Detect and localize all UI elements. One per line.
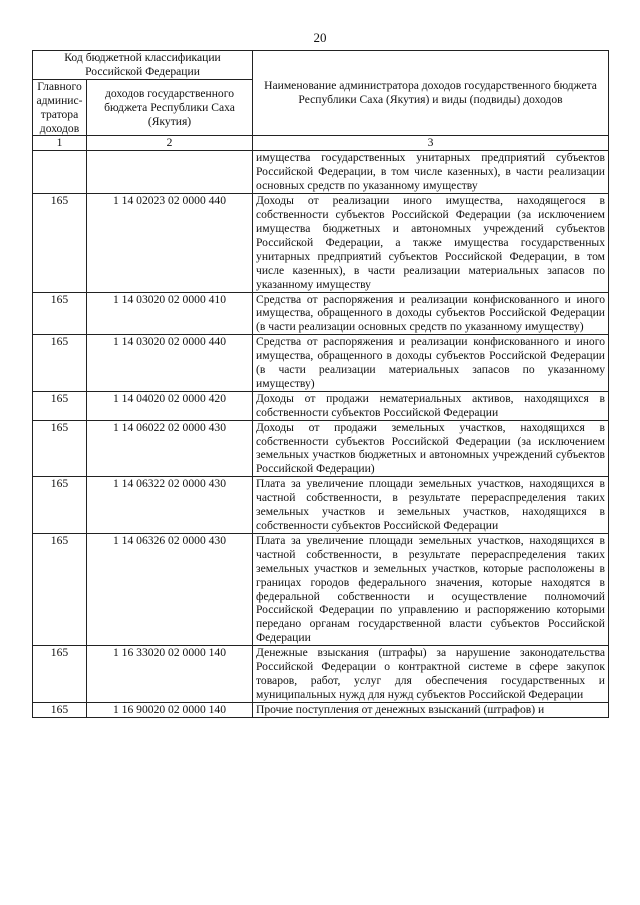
admin-code-cell: 165 <box>33 702 87 717</box>
income-name-cell: Прочие поступления от денежных взысканий (штрафов) и <box>253 702 609 717</box>
admin-code-cell: 165 <box>33 533 87 645</box>
page-number: 20 <box>313 30 327 45</box>
income-name-cell: Доходы от продажи земельных участков, находящихся в собственности субъектов Российской Федерации (за исключением земельных участков бюджетных и автономных учреждений субъектов Российской Федерации) <box>253 420 609 477</box>
admin-code-cell: 165 <box>33 477 87 534</box>
table-row <box>33 702 609 717</box>
table-row <box>33 420 609 477</box>
budget-code-cell: 1 14 03020 02 0000 440 <box>87 335 253 392</box>
admin-code-cell: 165 <box>33 420 87 477</box>
budget-code-cell: 1 14 04020 02 0000 420 <box>87 391 253 420</box>
income-name-cell: имущества государственных унитарных предприятий субъектов Российской Федерации, в том числе казенных), в части реализации основных средств по указанному имуществу <box>253 151 609 194</box>
table-body <box>33 151 609 717</box>
column-number: 3 <box>253 136 609 151</box>
income-name-cell: Доходы от продажи нематериальных активов, находящихся в собственности субъектов Российской Федерации <box>253 391 609 420</box>
header-name-column: Наименование администратора доходов государственного бюджета Республики Саха (Якутия) и виды (подвиды) доходов <box>253 51 609 136</box>
column-number: 1 <box>33 136 87 151</box>
header-classification-group: Код бюджетной классификации Российской Федерации <box>33 51 253 80</box>
admin-code-cell: 165 <box>33 646 87 703</box>
column-numbers-row <box>33 136 609 151</box>
budget-code-cell: 1 14 06022 02 0000 430 <box>87 420 253 477</box>
admin-code-cell: 165 <box>33 194 87 292</box>
budget-code-cell <box>87 151 253 194</box>
budget-code-cell: 1 14 02023 02 0000 440 <box>87 194 253 292</box>
header-admin-column: Главного админис-тратора доходов <box>33 79 87 136</box>
income-name-cell: Средства от распоряжения и реализации конфискованного и иного имущества, обращенного в доходы субъектов Российской Федерации (в части реализации материальных запасов по указанному имуществу) <box>253 335 609 392</box>
table-row <box>33 335 609 392</box>
table-row <box>33 533 609 645</box>
column-number: 2 <box>87 136 253 151</box>
budget-code-cell: 1 14 06322 02 0000 430 <box>87 477 253 534</box>
table-row <box>33 292 609 335</box>
budget-code-cell: 1 14 06326 02 0000 430 <box>87 533 253 645</box>
income-name-cell: Денежные взыскания (штрафы) за нарушение законодательства Российской Федерации о контрактной системе в сфере закупок товаров, работ, услуг для обеспечения государственных и муниципальных нужд для нужд субъектов Российской Федерации <box>253 646 609 703</box>
income-name-cell: Плата за увеличение площади земельных участков, находящихся в частной собственности, в результате перераспределения таких земельных участков и земельных участков, находящихся в собственности субъектов Российской Федерации <box>253 477 609 534</box>
income-name-cell: Плата за увеличение площади земельных участков, находящихся в частной собственности, в результате перераспределения таких земельных участков и земельных участков, которые расположены в границах городов федерального значения, которые находятся в федеральной собственности и осуществление полномочий Российской Федерации по управлению и распоряжению которыми передано органам государственной власти субъектов Российской Федерации <box>253 533 609 645</box>
table-row <box>33 646 609 703</box>
admin-code-cell: 165 <box>33 292 87 335</box>
income-name-cell: Доходы от реализации иного имущества, находящегося в собственности субъектов Российской Федерации (за исключением имущества бюджетных и автономных учреждений субъектов Российской Федерации, а также имущества государственных унитарных предприятий субъектов Российской Федерации, в том числе казенных), в части реализации материальных запасов по указанному имуществу <box>253 194 609 292</box>
header-code-column: доходов государственного бюджета Республики Саха (Якутия) <box>87 79 253 136</box>
admin-code-cell <box>33 151 87 194</box>
admin-code-cell: 165 <box>33 335 87 392</box>
budget-code-cell: 1 14 03020 02 0000 410 <box>87 292 253 335</box>
table-row <box>33 391 609 420</box>
income-name-cell: Средства от распоряжения и реализации конфискованного и иного имущества, обращенного в доходы субъектов Российской Федерации (в части реализации основных средств по указанному имуществу) <box>253 292 609 335</box>
budget-code-cell: 1 16 33020 02 0000 140 <box>87 646 253 703</box>
header-row-1 <box>33 51 609 80</box>
budget-classification-table <box>32 50 609 718</box>
admin-code-cell: 165 <box>33 391 87 420</box>
budget-code-cell: 1 16 90020 02 0000 140 <box>87 702 253 717</box>
table-row <box>33 194 609 292</box>
table-row <box>33 477 609 534</box>
table-row <box>33 151 609 194</box>
